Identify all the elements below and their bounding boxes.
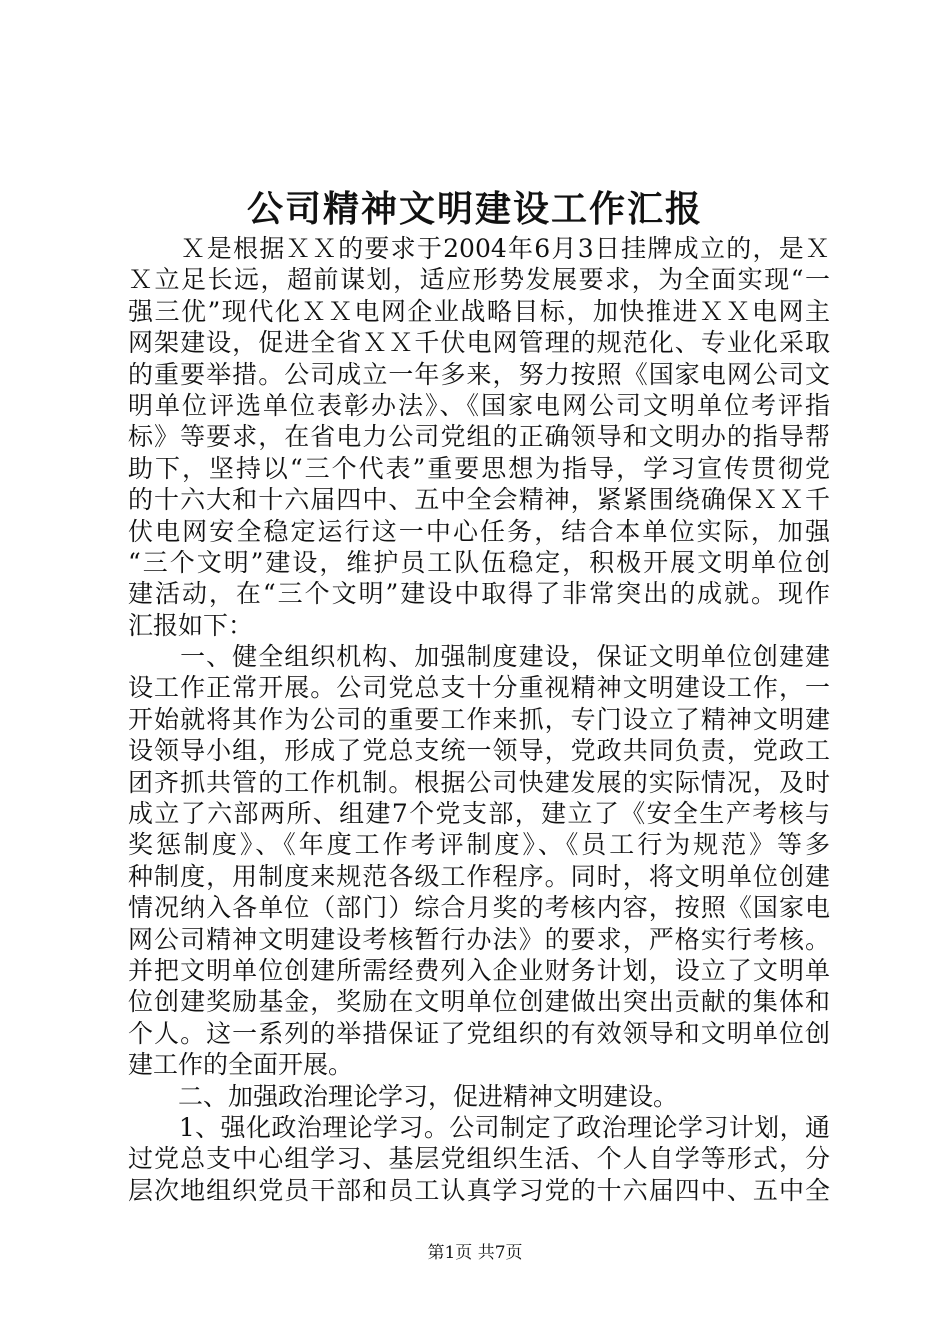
body-line: 一、健全组织机构、加强制度建设，保证文明单位创建建 xyxy=(128,642,830,672)
body-line: 情况纳入各单位（部门）综合月奖的考核内容，按照《国家电 xyxy=(128,893,830,923)
document-title: 公司精神文明建设工作汇报 xyxy=(246,188,703,230)
body-line: 1、强化政治理论学习。公司制定了政治理论学习计划，通 xyxy=(128,1112,830,1142)
body-line: 团齐抓共管的工作机制。根据公司快建发展的实际情况，及时 xyxy=(128,767,830,797)
body-line: 并把文明单位创建所需经费列入企业财务计划，设立了文明单 xyxy=(128,955,830,985)
page-number-footer: 第1页 共7页 xyxy=(427,1243,523,1263)
body-line: 明单位评选单位表彰办法》、《国家电网公司文明单位考评指 xyxy=(128,390,830,420)
body-line: 的十六大和十六届四中、五中全会精神，紧紧围绕确保ＸＸ千 xyxy=(128,485,830,515)
body-line: 助下，坚持以“三个代表”重要思想为指导，学习宣传贯彻党 xyxy=(128,453,830,483)
body-line: 网公司精神文明建设考核暂行办法》的要求，严格实行考核。 xyxy=(128,924,830,954)
body-line: 个人。这一系列的举措保证了党组织的有效领导和文明单位创 xyxy=(128,1018,830,1048)
body-line: 层次地组织党员干部和员工认真学习党的十六届四中、五中全 xyxy=(128,1175,830,1205)
body-line: 成立了六部两所、组建7个党支部，建立了《安全生产考核与 xyxy=(128,799,830,829)
body-line: 建活动，在“三个文明”建设中取得了非常突出的成就。现作 xyxy=(128,579,830,609)
body-line: 设工作正常开展。公司党总支十分重视精神文明建设工作，一 xyxy=(128,673,830,703)
body-line: Ｘ是根据ＸＸ的要求于2004年6月3日挂牌成立的，是Ｘ xyxy=(128,234,830,263)
body-line: 开始就将其作为公司的重要工作来抓，专门设立了精神文明建 xyxy=(128,704,830,734)
body-line: 汇报如下： xyxy=(128,610,254,640)
document-body xyxy=(128,233,830,1206)
body-line: 设领导小组，形成了党总支统一领导，党政共同负责，党政工 xyxy=(128,736,830,766)
body-line: 的重要举措。公司成立一年多来，努力按照《国家电网公司文 xyxy=(128,359,830,389)
body-line: 过党总支中心组学习、基层党组织生活、个人自学等形式，分 xyxy=(128,1144,830,1174)
body-line: 强三优”现代化ＸＸ电网企业战略目标，加快推进ＸＸ电网主 xyxy=(128,296,830,326)
body-line: 二、加强政治理论学习，促进精神文明建设。 xyxy=(128,1081,679,1111)
body-line: “三个文明”建设，维护员工队伍稳定，积极开展文明单位创 xyxy=(128,547,830,577)
body-line: 奖惩制度》、《年度工作考评制度》、《员工行为规范》等多 xyxy=(128,830,830,860)
body-line: 标》等要求，在省电力公司党组的正确领导和文明办的指导帮 xyxy=(128,422,830,452)
body-line: 建工作的全面开展。 xyxy=(128,1050,354,1080)
body-line: 网架建设，促进全省ＸＸ千伏电网管理的规范化、专业化采取 xyxy=(128,328,830,358)
body-line: 伏电网安全稳定运行这一中心任务，结合本单位实际，加强 xyxy=(128,516,830,546)
body-line: Ｘ立足长远，超前谋划，适应形势发展要求，为全面实现“一 xyxy=(128,265,830,295)
body-line: 位创建奖励基金，奖励在文明单位创建做出突出贡献的集体和 xyxy=(128,987,830,1017)
body-line: 种制度，用制度来规范各级工作程序。同时，将文明单位创建 xyxy=(128,861,830,891)
